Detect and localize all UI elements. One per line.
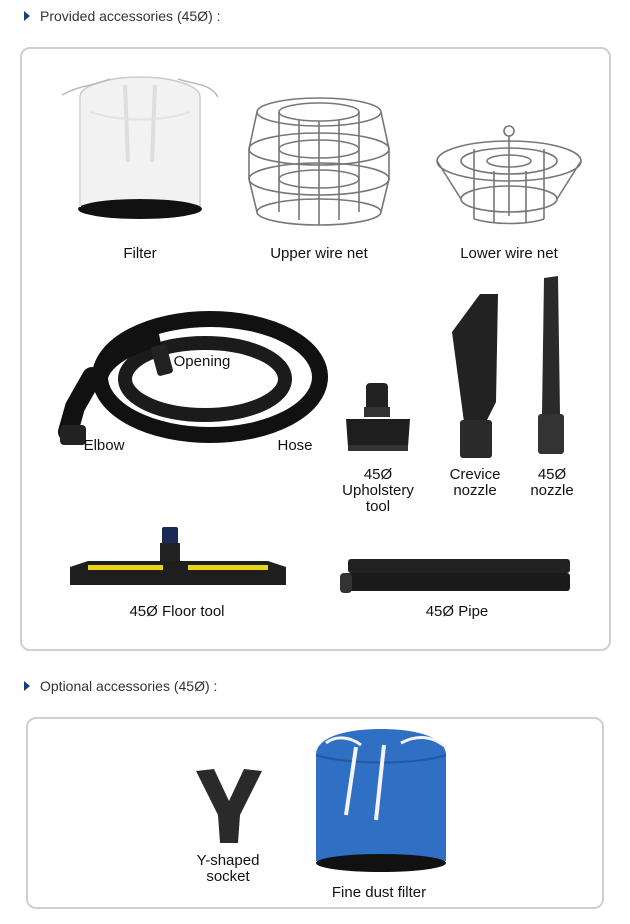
provided-title-text: Provided accessories (45Ø) : xyxy=(40,8,221,24)
lower-wire-net-image xyxy=(434,121,584,231)
provided-accessories-panel xyxy=(20,47,611,651)
hose-label: Hose xyxy=(277,437,313,454)
nozzle-image xyxy=(534,274,568,464)
optional-section-title xyxy=(24,678,217,694)
crevice-nozzle-line1: Crevice xyxy=(449,466,501,483)
pipe-label: 45Ø Pipe xyxy=(425,603,489,620)
upholstery-tool-line3: tool xyxy=(365,498,391,515)
opening-label: Opening xyxy=(173,353,231,370)
nozzle-line1: 45Ø xyxy=(537,466,567,483)
y-socket-line1: Y-shaped xyxy=(196,852,260,869)
upper-wire-net-image xyxy=(244,94,394,229)
lower-wire-net-label: Lower wire net xyxy=(460,245,558,262)
optional-title-text: Optional accessories (45Ø) : xyxy=(40,678,218,694)
fine-dust-filter-image xyxy=(306,725,456,875)
upholstery-tool-line2: Upholstery xyxy=(342,482,414,499)
upholstery-tool-line1: 45Ø xyxy=(363,466,393,483)
elbow-label: Elbow xyxy=(83,437,125,454)
pipe-image xyxy=(338,557,574,597)
provided-section-title xyxy=(24,8,221,24)
crevice-nozzle-line2: nozzle xyxy=(453,482,497,499)
floor-tool-image xyxy=(68,525,288,593)
hose-image xyxy=(40,307,330,457)
floor-tool-label: 45Ø Floor tool xyxy=(129,603,225,620)
bullet-triangle-icon xyxy=(24,681,30,691)
upper-wire-net-label: Upper wire net xyxy=(270,245,368,262)
upholstery-tool-image xyxy=(338,379,418,459)
filter-image xyxy=(60,67,220,232)
crevice-nozzle-image xyxy=(446,292,502,462)
fine-dust-filter-label: Fine dust filter xyxy=(331,884,427,901)
y-socket-line2: socket xyxy=(206,868,250,885)
bullet-triangle-icon xyxy=(24,11,30,21)
filter-label: Filter xyxy=(123,245,157,262)
nozzle-line2: nozzle xyxy=(530,482,574,499)
optional-accessories-panel xyxy=(26,717,604,909)
y-socket-image xyxy=(194,767,264,845)
